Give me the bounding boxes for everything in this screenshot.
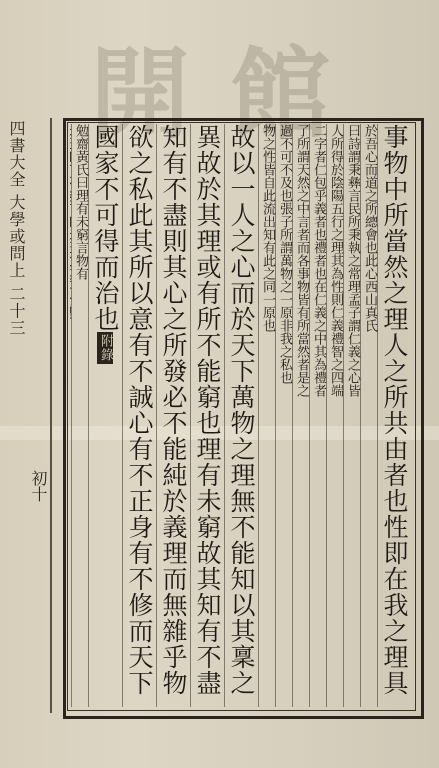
text-column: 異故於其理或有所不能窮也理有未窮故其知有不盡 [190, 124, 224, 707]
text-column: 事物中所當然之理人之所共由者也性即在我之理具 [377, 124, 411, 707]
commentary-column: 二字者仁包乎義者也禮者也在仁義之中其為禮者 [309, 124, 326, 707]
text-column: 故以一人之心而於天下萬物之理無不能知以其稟之 [224, 124, 258, 707]
commentary-column: 人所得於陰陽五行之理其為性則仁義禮智之四端 [326, 124, 343, 707]
margin-title: 四書大全 大學或問上 二十三 [7, 120, 26, 337]
commentary-column [70, 124, 71, 707]
margin-folio: 初十 [29, 470, 48, 502]
annotation-badge: 附錄 [98, 334, 113, 362]
commentary-column: 於吾心而道之所總會也此心西山真氏 [360, 124, 377, 707]
commentary-column: 勉齋黃氏曰理有未窮言物有 [71, 124, 88, 707]
text-column: 知有不盡則其心之所發必不能純於義理而無雜乎物 [156, 124, 190, 707]
text-body [70, 124, 411, 707]
text-column: 欲之私此其所以意有不誠心有不正身有不修而天下 [122, 124, 156, 707]
watermark: 開館 [90, 40, 370, 150]
text-column-content: 國家不可得而治也 [91, 124, 120, 332]
commentary-column: 曰詩謂秉彝言民所秉執之常理孟子謂仁義之心皆 [343, 124, 360, 707]
margin-rule [50, 118, 52, 713]
commentary-column: 物之性皆自此流出知有此之同一原也 [258, 124, 275, 707]
commentary-column: 了所謂天然之中言者而各事物皆有所當然者是之 [292, 124, 309, 707]
commentary-column: 過不可不及也張子所謂萬物之一原非我之私也 [275, 124, 292, 707]
text-column [88, 124, 122, 707]
